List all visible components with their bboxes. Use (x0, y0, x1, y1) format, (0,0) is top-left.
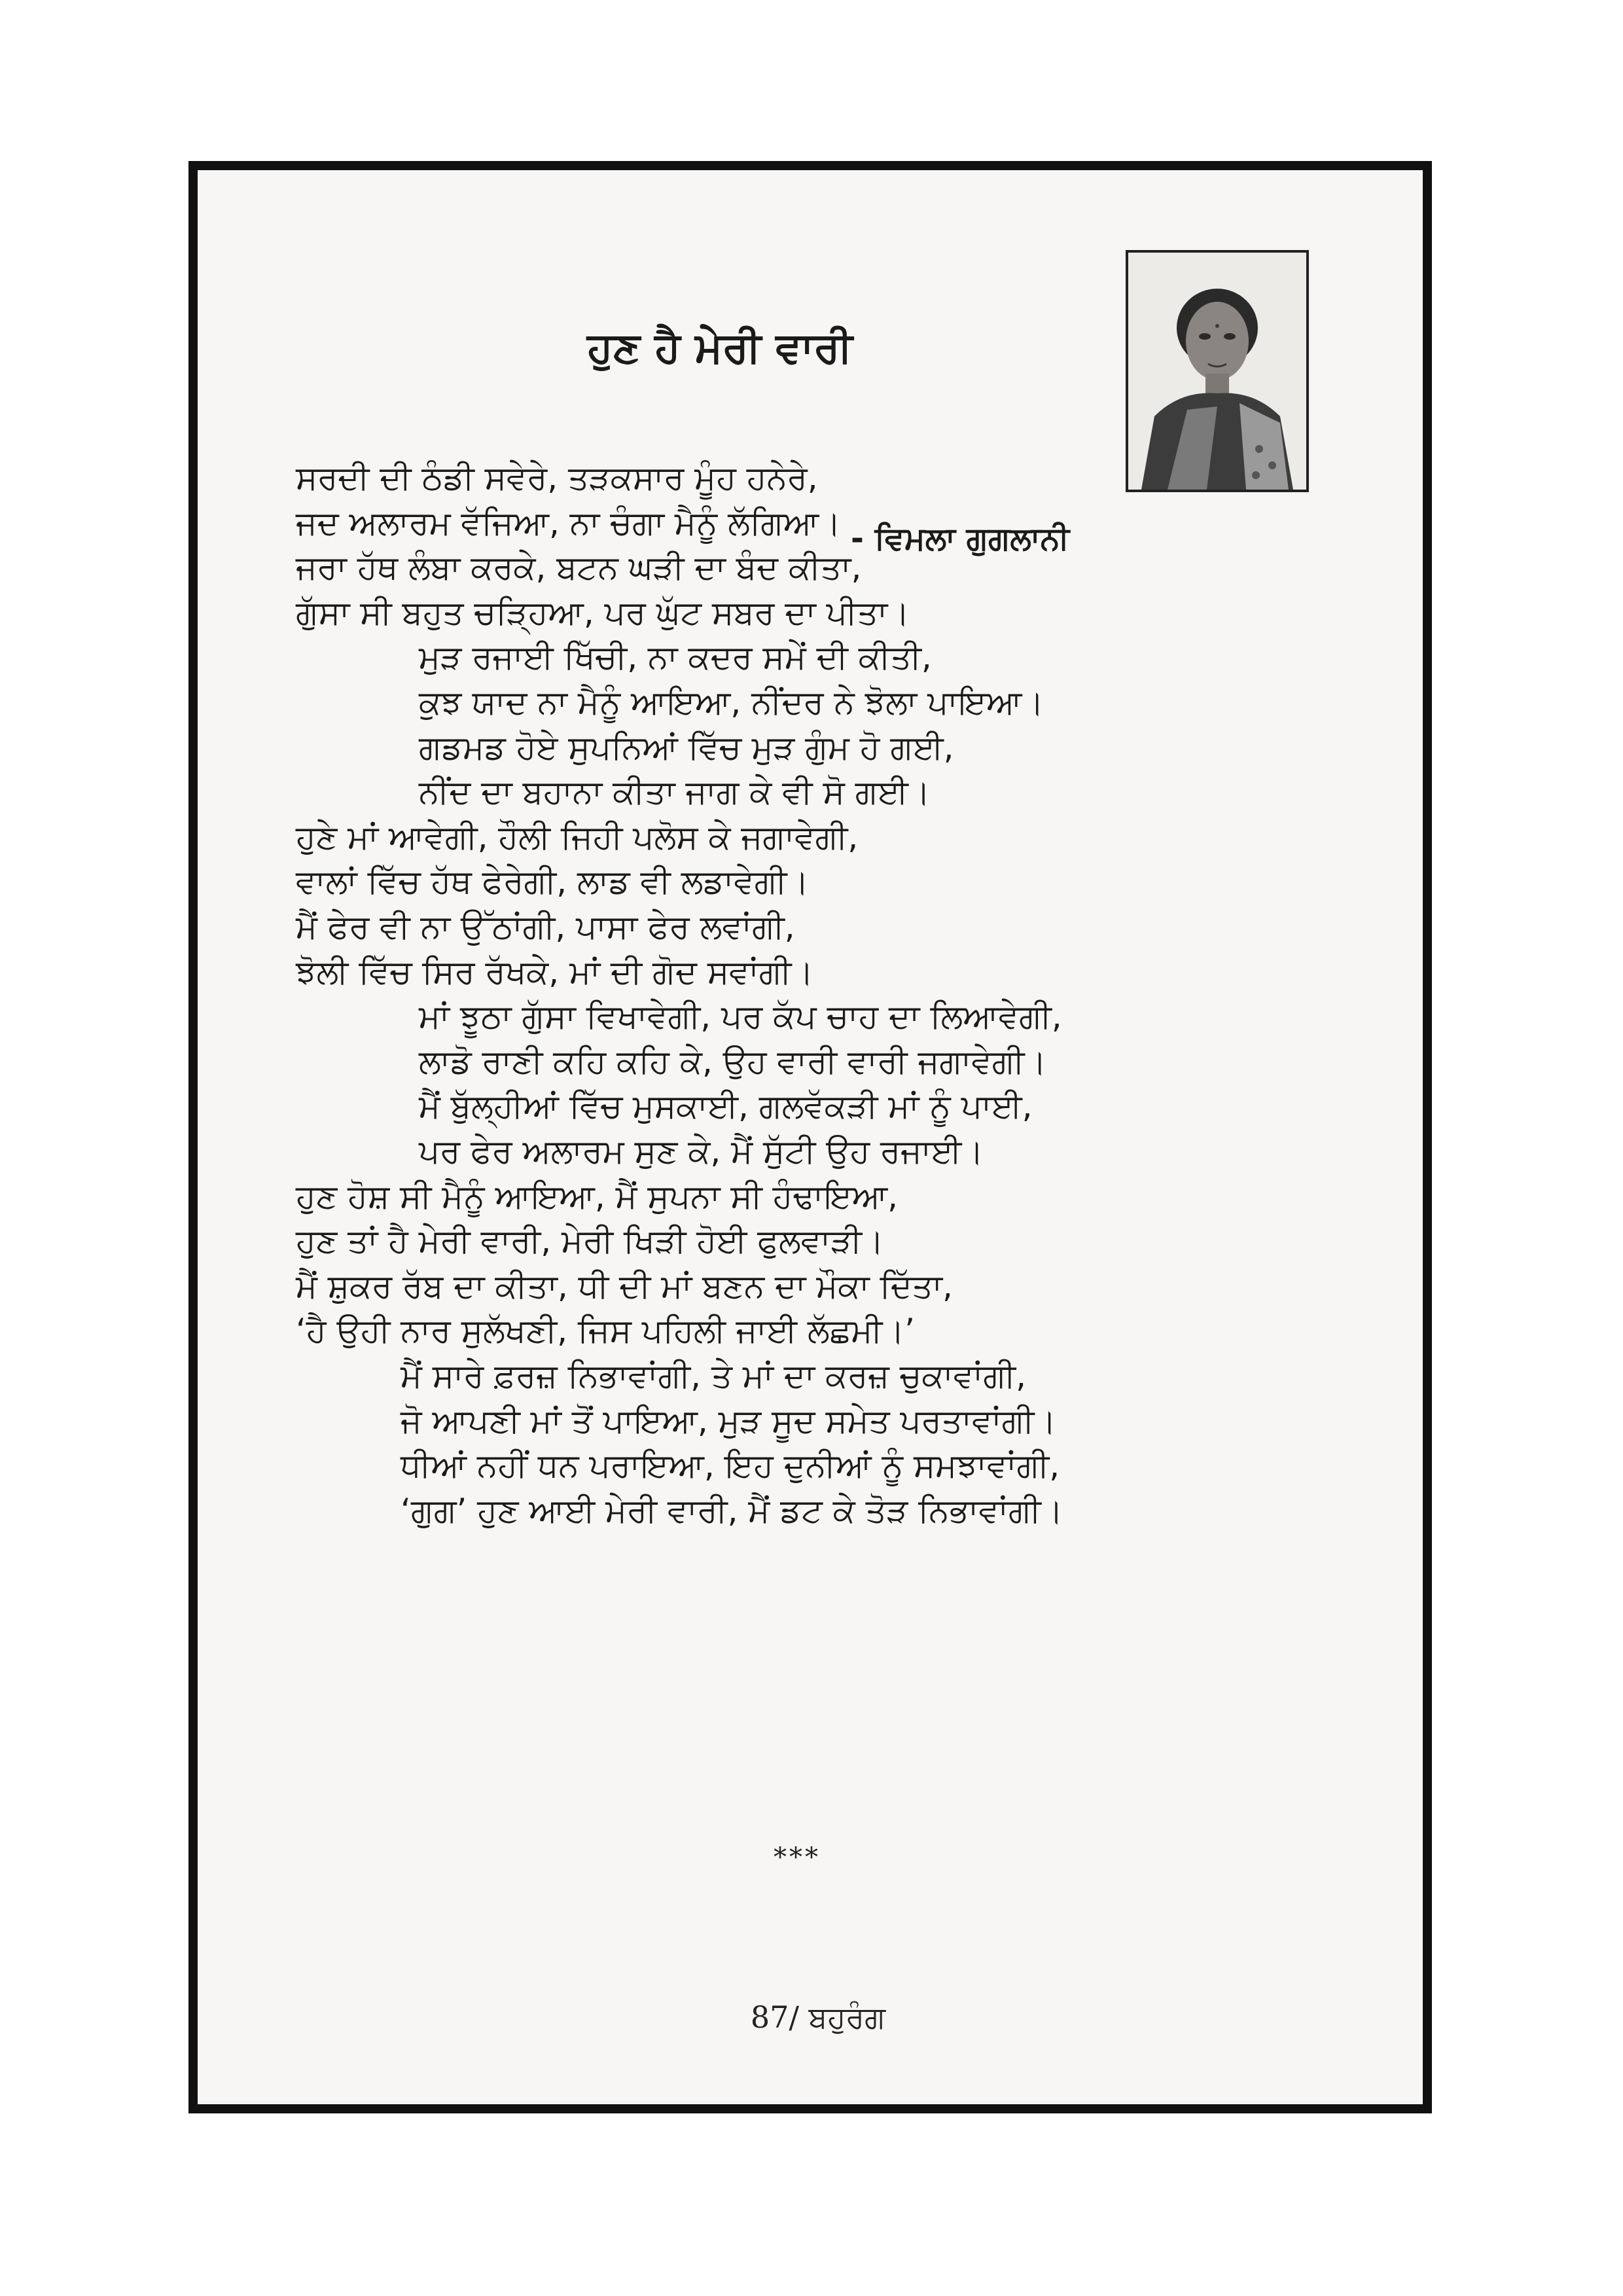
poem-line: ਗੁੱਸਾ ਸੀ ਬਹੁਤ ਚੜ੍ਹਿਆ, ਪਰ ਘੁੱਟ ਸਬਰ ਦਾ ਪੀਤਾ। (296, 594, 910, 632)
poem-line: ਮੈਂ ਬੁੱਲ੍ਹੀਆਂ ਵਿੱਚ ਮੁਸਕਾਈ, ਗਲਵੱਕੜੀ ਮਾਂ ਨੂੰ ਪਾਈ, (419, 1087, 1033, 1125)
poem-line: ਮੈਂ ਸਾਰੇ ਫ਼ਰਜ਼ ਨਿਭਾਵਾਂਗੀ, ਤੇ ਮਾਂ ਦਾ ਕਰਜ਼ ਚੁਕਾਵਾਂਗੀ, (401, 1357, 1026, 1395)
poem-line: ਜੋ ਆਪਣੀ ਮਾਂ ਤੋਂ ਪਾਇਆ, ਮੁੜ ਸੂਦ ਸਮੇਤ ਪਰਤਾਵਾਂਗੀ। (401, 1402, 1057, 1440)
page-footer: 87/ ਬਹੁਰੰਗ (750, 2000, 886, 2035)
poem-line: ਧੀਆਂ ਨਹੀਂ ਧਨ ਪਰਾਇਆ, ਇਹ ਦੁਨੀਆਂ ਨੂੰ ਸਮਝਾਵਾਂਗੀ, (401, 1446, 1060, 1484)
poem-line: ਹੁਣ ਤਾਂ ਹੈ ਮੇਰੀ ਵਾਰੀ, ਮੇਰੀ ਖਿੜੀ ਹੋਈ ਫੁਲਵਾੜੀ। (296, 1222, 884, 1260)
poem-line: ਸਰਦੀ ਦੀ ਠੰਡੀ ਸਵੇਰੇ, ਤੜਕਸਾਰ ਮੂੰਹ ਹਨੇਰੇ, (296, 459, 818, 497)
poem-line: ਹੁਣ ਹੋਸ਼ ਸੀ ਮੈਨੂੰ ਆਇਆ, ਮੈਂ ਸੁਪਨਾ ਸੀ ਹੰਢਾਇਆ, (296, 1177, 899, 1215)
poem-line: ਮੈਂ ਸ਼ੁਕਰ ਰੱਬ ਦਾ ਕੀਤਾ, ਧੀ ਦੀ ਮਾਂ ਬਣਨ ਦਾ ਮੌਕਾ ਦਿੱਤਾ, (296, 1267, 953, 1305)
poem-title: ਹੁਣ ਹੈ ਮੇਰੀ ਵਾਰੀ (587, 324, 853, 372)
poem-line: ‘ਹੈ ਉਹੀ ਨਾਰ ਸੁਲੱਖਣੀ, ਜਿਸ ਪਹਿਲੀ ਜਾਈ ਲੱਛਮੀ।’ (296, 1312, 916, 1350)
author-photo (1126, 250, 1309, 492)
poem-line: ਝੋਲੀ ਵਿੱਚ ਸਿਰ ਰੱਖਕੇ, ਮਾਂ ਦੀ ਗੋਦ ਸਵਾਂਗੀ। (296, 953, 814, 991)
poem-line: ਮਾਂ ਝੂਠਾ ਗੁੱਸਾ ਵਿਖਾਵੇਗੀ, ਪਰ ਕੱਪ ਚਾਹ ਦਾ ਲਿਆਵੇਗੀ, (419, 997, 1062, 1035)
poem-line: ਜਦ ਅਲਾਰਮ ਵੱਜਿਆ, ਨਾ ਚੰਗਾ ਮੈਨੂੰ ਲੱਗਿਆ। (296, 504, 842, 542)
poem-line: ਲਾਡੋ ਰਾਣੀ ਕਹਿ ਕਹਿ ਕੇ, ਉਹ ਵਾਰੀ ਵਾਰੀ ਜਗਾਵੇਗੀ। (419, 1043, 1047, 1081)
poem-line: ਮੁੜ ਰਜਾਈ ਖਿੱਚੀ, ਨਾ ਕਦਰ ਸਮੇਂ ਦੀ ਕੀਤੀ, (419, 638, 932, 676)
author-portrait-image (1128, 253, 1306, 490)
poem-line: ਮੈਂ ਫੇਰ ਵੀ ਨਾ ਉੱਠਾਂਗੀ, ਪਾਸਾ ਫੇਰ ਲਵਾਂਗੀ, (296, 908, 795, 946)
poem-end-mark: *** (774, 1842, 821, 1873)
poem-line: ਕੁਝ ਯਾਦ ਨਾ ਮੈਨੂੰ ਆਇਆ, ਨੀਂਦਰ ਨੇ ਝੋਲਾ ਪਾਇਆ। (419, 683, 1044, 721)
poem-line: ਜਰਾ ਹੱਥ ਲੰਬਾ ਕਰਕੇ, ਬਟਨ ਘੜੀ ਦਾ ਬੰਦ ਕੀਤਾ, (296, 548, 862, 586)
author-name: - ਵਿਮਲਾ ਗੁਗਲਾਨੀ (851, 520, 1070, 557)
poem-line: ਗਡਮਡ ਹੋਏ ਸੁਪਨਿਆਂ ਵਿੱਚ ਮੁੜ ਗੁੰਮ ਹੋ ਗਈ, (419, 728, 954, 766)
poem-line: ‘ਗੁਗ’ ਹੁਣ ਆਈ ਮੇਰੀ ਵਾਰੀ, ਮੈਂ ਡਟ ਕੇ ਤੋੜ ਨਿਭਾਵਾਂਗੀ। (401, 1492, 1063, 1530)
poem-line: ਵਾਲਾਂ ਵਿੱਚ ਹੱਥ ਫੇਰੇਗੀ, ਲਾਡ ਵੀ ਲਡਾਵੇਗੀ। (296, 863, 810, 901)
poem-line: ਹੁਣੇ ਮਾਂ ਆਵੇਗੀ, ਹੌਲੀ ਜਿਹੀ ਪਲੋਸ ਕੇ ਜਗਾਵੇਗੀ, (296, 818, 859, 856)
poem-line: ਪਰ ਫੇਰ ਅਲਾਰਮ ਸੁਣ ਕੇ, ਮੈਂ ਸੁੱਟੀ ਉਹ ਰਜਾਈ। (419, 1132, 984, 1170)
poem-line: ਨੀਂਦ ਦਾ ਬਹਾਨਾ ਕੀਤਾ ਜਾਗ ਕੇ ਵੀ ਸੋ ਗਈ। (419, 773, 931, 811)
